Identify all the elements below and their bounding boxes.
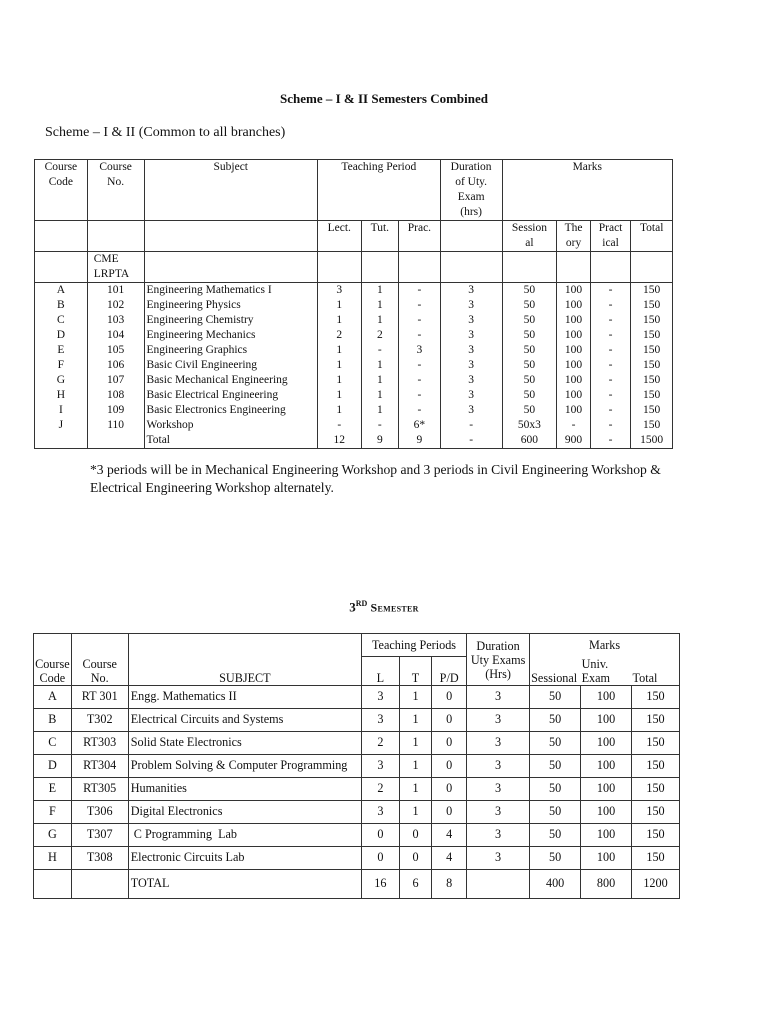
table-row: [35, 298, 673, 313]
header-marks: Marks: [502, 160, 672, 221]
cell-no: 106: [87, 358, 144, 373]
cell-no: RT304: [71, 754, 128, 777]
cell-univ: 100: [581, 800, 632, 823]
cell-l: 2: [362, 731, 400, 754]
cell-prac: -: [399, 313, 441, 328]
cell-prac: -: [399, 358, 441, 373]
cell-subject: Total: [144, 433, 317, 449]
cell-subject: Engineering Graphics: [144, 343, 317, 358]
cell-subject: Digital Electronics: [128, 800, 361, 823]
cell-theory: 100: [557, 298, 590, 313]
cell-total: 150: [632, 777, 680, 800]
cell-total: 150: [631, 313, 673, 328]
cell-tut: 1: [361, 313, 399, 328]
table-row: [34, 731, 680, 754]
header-subject: Subject: [144, 160, 317, 221]
header-cme-lrpta: CME LRPTA: [87, 252, 144, 283]
cell-sess: 50: [530, 777, 581, 800]
cell-total: 150: [632, 846, 680, 869]
table-row: [35, 283, 673, 299]
cell-lect: 3: [317, 283, 361, 299]
cell-lect: 1: [317, 343, 361, 358]
cell-dur: 3: [466, 685, 529, 708]
cell-no: 103: [87, 313, 144, 328]
cell-code: H: [35, 388, 88, 403]
page-title: Scheme – I & II Semesters Combined: [280, 91, 488, 106]
cell-t: 1: [399, 800, 432, 823]
cell-dur: 3: [440, 403, 502, 418]
semester-3-table: [33, 633, 680, 899]
cell-sess: 50: [502, 283, 557, 299]
cell-theory: 100: [557, 283, 590, 299]
cell-t: 0: [399, 846, 432, 869]
cell-univ: 100: [581, 777, 632, 800]
cell-dur: 3: [466, 823, 529, 846]
cell-code: E: [35, 343, 88, 358]
cell-prac: -: [399, 373, 441, 388]
cell-subject: Engineering Physics: [144, 298, 317, 313]
cell-code: A: [35, 283, 88, 299]
header-univ-exam: Univ. Exam: [581, 657, 632, 686]
cell-subject: Problem Solving & Computer Programming: [128, 754, 361, 777]
cell-sess: 50: [530, 708, 581, 731]
cell-dur: 3: [466, 708, 529, 731]
cell-total: 150: [631, 283, 673, 299]
scheme-subtitle: Scheme – I & II (Common to all branches): [45, 125, 286, 140]
cell-tut: 1: [361, 373, 399, 388]
cell-univ: 100: [581, 846, 632, 869]
total-t: 6: [399, 869, 432, 898]
cell-pd: 0: [432, 685, 467, 708]
semester-3-title: 3RD Semester: [349, 599, 419, 615]
total-univ: 800: [581, 869, 632, 898]
cell-theory: -: [557, 418, 590, 433]
cell-subject: Basic Electronics Engineering: [144, 403, 317, 418]
cell-total: 150: [631, 403, 673, 418]
cell-sess: 50: [502, 298, 557, 313]
cell-no: T302: [71, 708, 128, 731]
cell-sess: 50: [502, 343, 557, 358]
total-duration: [466, 869, 529, 898]
cell-pract: -: [590, 313, 631, 328]
header-l: L: [362, 657, 400, 686]
cell-tut: 1: [361, 358, 399, 373]
cell-t: 1: [399, 685, 432, 708]
header-duration-uty: Duration Uty Exams (Hrs): [466, 634, 529, 686]
cell-theory: 900: [557, 433, 590, 449]
table-row: [35, 388, 673, 403]
header-sessional-3: Sessional: [530, 657, 581, 686]
cell-pract: -: [590, 358, 631, 373]
cell-pract: -: [590, 388, 631, 403]
header-course-code-3: Course Code: [35, 656, 70, 685]
cell-sess: 50: [502, 313, 557, 328]
cell-total: 150: [632, 823, 680, 846]
cell-tut: -: [361, 418, 399, 433]
cell-total: 150: [632, 708, 680, 731]
total-l: 16: [362, 869, 400, 898]
cell-dur: 3: [466, 777, 529, 800]
cell-subject: Engg. Mathematics II: [128, 685, 361, 708]
cell-total: 150: [631, 388, 673, 403]
cell-code: B: [34, 708, 72, 731]
header-theory: The ory: [557, 221, 590, 252]
table-row: [35, 328, 673, 343]
cell-univ: 100: [581, 731, 632, 754]
cell-l: 0: [362, 823, 400, 846]
cell-pract: -: [590, 343, 631, 358]
table-row: [35, 418, 673, 433]
table-row: [34, 800, 680, 823]
cell-sess: 50: [502, 373, 557, 388]
cell-t: 1: [399, 731, 432, 754]
cell-theory: 100: [557, 403, 590, 418]
table-row: [34, 685, 680, 708]
cell-theory: 100: [557, 313, 590, 328]
cell-dur: 3: [440, 388, 502, 403]
cell-dur: -: [440, 433, 502, 449]
cell-code: E: [34, 777, 72, 800]
cell-code: A: [34, 685, 72, 708]
cell-t: 0: [399, 823, 432, 846]
cell-subject: Engineering Mathematics I: [144, 283, 317, 299]
cell-total: 150: [632, 731, 680, 754]
cell-dur: 3: [440, 313, 502, 328]
cell-code: I: [35, 403, 88, 418]
cell-lect: 1: [317, 298, 361, 313]
cell-no: [87, 433, 144, 449]
cell-theory: 100: [557, 373, 590, 388]
total-marks: 1200: [632, 869, 680, 898]
cell-lect: 1: [317, 313, 361, 328]
cell-pd: 4: [432, 823, 467, 846]
cell-subject: Electrical Circuits and Systems: [128, 708, 361, 731]
cell-no: T308: [71, 846, 128, 869]
cell-l: 3: [362, 708, 400, 731]
cell-no: 102: [87, 298, 144, 313]
table-row: [34, 754, 680, 777]
cell-t: 1: [399, 777, 432, 800]
cell-dur: 3: [466, 754, 529, 777]
cell-no: 101: [87, 283, 144, 299]
cell-pd: 0: [432, 777, 467, 800]
header-t: T: [399, 657, 432, 686]
cell-lect: 2: [317, 328, 361, 343]
cell-theory: 100: [557, 388, 590, 403]
total-sessional: 400: [530, 869, 581, 898]
cell-lect: -: [317, 418, 361, 433]
header-marks-3: Marks: [530, 634, 680, 657]
total-label-3: TOTAL: [128, 869, 361, 898]
table-row: [34, 823, 680, 846]
cell-no: 108: [87, 388, 144, 403]
cell-lect: 12: [317, 433, 361, 449]
cell-subject: Solid State Electronics: [128, 731, 361, 754]
header-total-3: Total: [632, 657, 680, 686]
cell-subject: Engineering Chemistry: [144, 313, 317, 328]
cell-lect: 1: [317, 358, 361, 373]
cell-dur: 3: [440, 373, 502, 388]
cell-code: C: [35, 313, 88, 328]
header-teaching-period: Teaching Period: [317, 160, 440, 221]
workshop-note: *3 periods will be in Mechanical Engineering Workshop and 3 periods in Civil Engineering Workshop & Electrical Engineering Workshop alternately.: [90, 462, 661, 495]
cell-code: G: [34, 823, 72, 846]
cell-sess: 50: [530, 754, 581, 777]
cell-subject: Basic Electrical Engineering: [144, 388, 317, 403]
header-practical: Pract ical: [590, 221, 631, 252]
cell-sess: 50x3: [502, 418, 557, 433]
cell-dur: 3: [466, 731, 529, 754]
cell-code: F: [35, 358, 88, 373]
cell-tut: 1: [361, 298, 399, 313]
cell-prac: -: [399, 403, 441, 418]
cell-tut: 9: [361, 433, 399, 449]
cell-lect: 1: [317, 373, 361, 388]
cell-tut: 1: [361, 403, 399, 418]
header-pd: P/D: [432, 657, 467, 686]
cell-dur: 3: [466, 846, 529, 869]
cell-total: 150: [631, 358, 673, 373]
cell-pract: -: [590, 418, 631, 433]
cell-subject: Basic Mechanical Engineering: [144, 373, 317, 388]
header-prac: Prac.: [399, 221, 441, 252]
cell-sess: 50: [530, 823, 581, 846]
cell-no: 107: [87, 373, 144, 388]
cell-tut: 1: [361, 388, 399, 403]
cell-dur: -: [440, 418, 502, 433]
header-subject-3: SUBJECT: [128, 657, 361, 686]
total-pd: 8: [432, 869, 467, 898]
cell-subject: C Programming Lab: [128, 823, 361, 846]
table-row: [34, 846, 680, 869]
cell-no: 105: [87, 343, 144, 358]
header-course-no-3: Course No.: [71, 657, 128, 686]
cell-no: RT305: [71, 777, 128, 800]
table-row: [35, 313, 673, 328]
cell-code: C: [34, 731, 72, 754]
cell-no: RT303: [71, 731, 128, 754]
cell-dur: 3: [440, 343, 502, 358]
table-row: [34, 777, 680, 800]
cell-subject: Basic Civil Engineering: [144, 358, 317, 373]
cell-theory: 100: [557, 358, 590, 373]
cell-subject: Workshop: [144, 418, 317, 433]
cell-total: 150: [632, 754, 680, 777]
cell-pd: 0: [432, 731, 467, 754]
header-teaching-periods: Teaching Periods: [362, 634, 467, 657]
cell-univ: 100: [581, 823, 632, 846]
cell-total: 150: [631, 298, 673, 313]
cell-pract: -: [590, 373, 631, 388]
cell-pract: -: [590, 283, 631, 299]
cell-sess: 50: [530, 800, 581, 823]
cell-sess: 50: [530, 685, 581, 708]
cell-prac: -: [399, 283, 441, 299]
header-duration: Duration of Uty. Exam (hrs): [440, 160, 502, 221]
cell-l: 0: [362, 846, 400, 869]
cell-l: 3: [362, 685, 400, 708]
cell-prac: 6*: [399, 418, 441, 433]
cell-theory: 100: [557, 328, 590, 343]
header-course-code: Course Code: [35, 160, 88, 221]
cell-total: 150: [632, 685, 680, 708]
cell-prac: 3: [399, 343, 441, 358]
cell-subject: Humanities: [128, 777, 361, 800]
cell-code: H: [34, 846, 72, 869]
cell-pract: -: [590, 298, 631, 313]
cell-pd: 0: [432, 800, 467, 823]
cell-no: RT 301: [71, 685, 128, 708]
cell-dur: 3: [440, 298, 502, 313]
cell-lect: 1: [317, 403, 361, 418]
cell-total: 150: [632, 800, 680, 823]
cell-code: G: [35, 373, 88, 388]
cell-tut: 1: [361, 283, 399, 299]
cell-t: 1: [399, 708, 432, 731]
cell-pd: 0: [432, 754, 467, 777]
cell-total: 150: [631, 418, 673, 433]
cell-no: T307: [71, 823, 128, 846]
table-row: [35, 358, 673, 373]
cell-sess: 50: [502, 358, 557, 373]
cell-univ: 100: [581, 754, 632, 777]
cell-sess: 50: [502, 403, 557, 418]
cell-no: 104: [87, 328, 144, 343]
header-tut: Tut.: [361, 221, 399, 252]
cell-dur: 3: [440, 358, 502, 373]
cell-theory: 100: [557, 343, 590, 358]
table-row: [34, 708, 680, 731]
header-course-no: Course No.: [87, 160, 144, 221]
cell-t: 1: [399, 754, 432, 777]
cell-prac: -: [399, 388, 441, 403]
cell-subject: Electronic Circuits Lab: [128, 846, 361, 869]
cell-total: 150: [631, 373, 673, 388]
cell-dur: 3: [440, 283, 502, 299]
cell-pract: -: [590, 433, 631, 449]
cell-sess: 50: [502, 328, 557, 343]
cell-no: T306: [71, 800, 128, 823]
table-row: [35, 403, 673, 418]
cell-prac: -: [399, 298, 441, 313]
cell-univ: 100: [581, 685, 632, 708]
cell-total: 1500: [631, 433, 673, 449]
cell-l: 3: [362, 800, 400, 823]
cell-code: [35, 433, 88, 449]
cell-total: 150: [631, 328, 673, 343]
cell-prac: 9: [399, 433, 441, 449]
cell-pd: 4: [432, 846, 467, 869]
cell-sess: 50: [530, 846, 581, 869]
cell-dur: 3: [440, 328, 502, 343]
cell-prac: -: [399, 328, 441, 343]
cell-sess: 600: [502, 433, 557, 449]
cell-pract: -: [590, 328, 631, 343]
cell-code: D: [35, 328, 88, 343]
cell-pract: -: [590, 403, 631, 418]
header-total: Total: [631, 221, 673, 252]
cell-no: 110: [87, 418, 144, 433]
cell-univ: 100: [581, 708, 632, 731]
cell-l: 2: [362, 777, 400, 800]
cell-pd: 0: [432, 708, 467, 731]
cell-code: B: [35, 298, 88, 313]
cell-lect: 1: [317, 388, 361, 403]
cell-code: F: [34, 800, 72, 823]
cell-code: J: [35, 418, 88, 433]
cell-no: 109: [87, 403, 144, 418]
cell-code: D: [34, 754, 72, 777]
table-row: [35, 373, 673, 388]
cell-total: 150: [631, 343, 673, 358]
table-row: [35, 343, 673, 358]
cell-sess: 50: [502, 388, 557, 403]
cell-l: 3: [362, 754, 400, 777]
cell-tut: -: [361, 343, 399, 358]
cell-sess: 50: [530, 731, 581, 754]
cell-tut: 2: [361, 328, 399, 343]
table-row: [35, 433, 673, 449]
scheme-table: [34, 159, 673, 449]
cell-dur: 3: [466, 800, 529, 823]
cell-subject: Engineering Mechanics: [144, 328, 317, 343]
header-lect: Lect.: [317, 221, 361, 252]
header-sessional: Session al: [502, 221, 557, 252]
